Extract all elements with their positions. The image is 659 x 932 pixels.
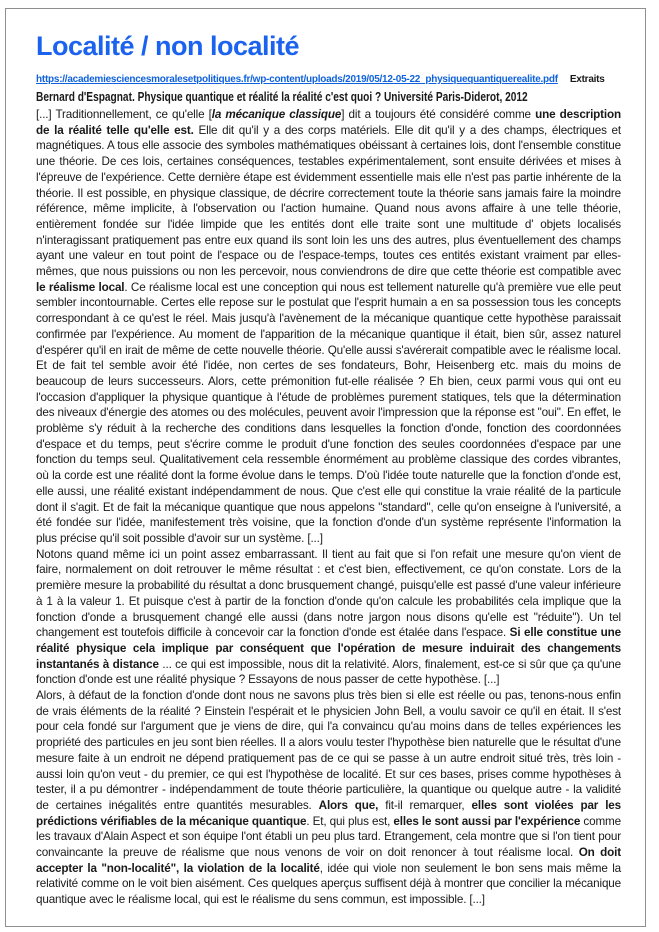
- text-run: . Et, qui plus est,: [306, 814, 394, 828]
- text-run: , idée qui viole non seulement le bon sens mais même la relativité comme on le voit bien aisément. Ces quelques aperçus suffisent déjà à montrer que concilier la mécanique quantique avec le réalisme local, qui est le réalisme du sens commun, est impossible. [...]: [36, 861, 621, 907]
- byline-author-title: Bernard d'Espagnat. Physique quantique et réalité la réalité c'est quoi ?: [36, 89, 382, 104]
- text-run: comme les travaux d'Alain Aspect et son équipe l'ont établi un peu plus tard. Etrangement, cela montre que si l'on tient pour convaincante la preuve de réalisme que nous venons de voir on doit renoncer à tout réalisme local.: [36, 814, 621, 860]
- source-line: [36, 74, 621, 85]
- text-run: elles le sont aussi par l'expérience: [393, 814, 581, 828]
- paragraph: [36, 107, 621, 547]
- text-run: Alors, à défaut de la fonction d'onde dont nous ne savons plus très bien si elle est réelle ou pas, tenons-nous enfin de vrais éléments de la réalité ? Einstein l'espérait et le physicien John Bell, a voulu savoir ce qu'il en était. Il s'est pour cela fondé sur l'argument que je viens de dire, qui l'a convaincu qu'au moins dans de telles expériences les propriété des particules en jeu sont bien réelles. Il a alors voulu tester l'hypothèse bien naturelle que le résultat d'une mesure faite à un endroit ne dépend pratiquement pas de ce qui se passe à un autre endroit situé très, très loin - aussi loin qu'on veut - du premier, ce qui est l'hypothèse de localité. Et sur ces bases, prises comme hypothèses à tester, il a pu démontrer - indépendamment de toute théorie particulière, la quantique ou quelque autre - la validité de certaines inégalités entre quantités mesurables.: [36, 689, 621, 812]
- paragraph: [36, 547, 621, 688]
- text-run: la mécanique classique: [211, 108, 342, 121]
- pdf-source-link[interactable]: https://academiesciencesmoralesetpolitiques.fr/wp-content/uploads/2019/05/12-05-22_physiquequantiquerealite.pdf: [36, 74, 558, 85]
- byline: [36, 89, 528, 104]
- text-run: Elle dit qu'il y a des corps matériels. Elle dit qu'il y a des champs, électriques et magnétiques. A tous elle associe des symboles mathématiques obéissant à certaines lois, dont l'ensemble constitue une théorie. De ces lois, certaines conséquences, testables expérimentalement, sont ensuite dérivées et mises à l'épreuve de l'expérience. Cette dernière étape est évidemment essentielle mais elle n'est pas partie inhérente de la théorie. Il est possible, en physique classique, de décrire correctement toute la théorie sans jamais faire la moindre référence, même implicite, à l'observation ou l'action humaine. Quand nous avons affaire à une telle théorie, entièrement fondée sur l'idée limpide que les entités dont elle traite sont une multitude d' objets localisés n'interagissant pratiquement pas entre eux quand ils sont loin les uns des autres, plus éventuellement des champs ayant une valeur en tout point de l'espace ou de l'espace-temps, toutes ces entités existant vraiment par elles-mêmes, que nous puissions ou non les percevoir, nous conviendrons de dire que cette théorie est compatible avec: [36, 123, 621, 279]
- text-run: Notons quand même ici un point assez embarrassant. Il tient au fait que si l'on refait une mesure qu'on vient de faire, normalement on doit retrouver le même résultat : et c'est bien, effectivement, ce qu'on constate. Lors de la première mesure la probabilité du résultat a donc brusquement changé, puisqu'elle est passé d'une valeur inférieure à 1 à la valeur 1. Et puisque c'est à partir de la fonction d'onde qu'on calcule les probabilités cela implique que la fonction d'onde a brusquement changé elle aussi (dans notre jargon nous disons qu'elle est "réduite"). Un tel changement est toutefois difficile à concevoir car la fonction d'onde est étalée dans l'espace.: [36, 547, 621, 640]
- document-body: [36, 107, 621, 908]
- text-run: Alors que,: [318, 798, 379, 812]
- extraits-label: Extraits: [569, 74, 605, 85]
- text-run: On doit accepter la "non-localité", la violation de la localité: [36, 846, 621, 875]
- document-page: [5, 8, 646, 927]
- paragraph: [36, 688, 621, 908]
- text-run: une description de la réalité telle qu'elle est.: [36, 108, 621, 137]
- text-run: fit-il remarquer,: [378, 798, 472, 812]
- text-run: [...] Traditionnellement, ce qu'elle [: [36, 108, 212, 121]
- byline-institution-year: Université Paris-Diderot, 2012: [381, 89, 528, 104]
- text-run: elles sont violées par les prédictions vérifiables de la mécanique quantique: [36, 798, 621, 828]
- text-run: le réalisme local: [36, 280, 125, 294]
- text-run: Si elle constitue une réalité physique cela implique par conséquent que l'opération de mesure induirait des changements instantanés à distance: [36, 626, 622, 671]
- text-run: ... ce qui est impossible, nous dit la relativité. Alors, finalement, est-ce si sûr que ça qu'une fonction d'onde est une réalité physique ? Essayons de nous passer de cette hypothèse. [...]: [36, 657, 622, 687]
- page-title: Localité / non localité: [36, 31, 300, 61]
- text-run: ] dit a toujours été considéré comme: [341, 108, 536, 121]
- text-run: . Ce réalisme local est une conception qui nous est tellement naturelle qu'à première vue elle peut sembler incontournable. Certes elle repose sur le postulat que l'esprit humain a en sa possession tous les concepts correspondant à ce qu'est le réel. Mais jusqu'à l'avènement de la mécanique quantique cette hypothèse paraissait confirmée par l'expérience. Au moment de l'apparition de la mécanique quantique il était, bien sûr, assez naturel d'espérer qu'il en irait de même de cette nouvelle théorie. Qu'elle aussi s'avérerait compatible avec le réalisme local. Et de fait tel semble avoir été l'idée, non certes de ses fondateurs, Bohr, Heisenberg etc. mais du moins de beaucoup de leurs successeurs. Alors, cette prémonition fut-elle réalisée ? Eh bien, ceux parmi vous qui ont eu l'occasion d'appliquer la physique quantique à l'étude de problèmes purement statiques, tels que la détermination des niveaux d'énergie des atomes ou des molécules, peuvent avoir l'impression que la réponse est "oui". En effet, le problème s'y réduit à la recherche des conditions dans lesquelles la fonction d'onde, fonction des coordonnées d'espace et du temps, peut s'écrire comme le produit d'une fonction des seules coordonnées d'espace par une fonction du temps seul. Qualitativement cela ressemble énormément au problème classique des cordes vibrantes, où la corde est une réalité dont la forme évolue dans le temps. D'où l'idée toute naturelle que la fonction d'onde est, elle aussi, une réalité existant indépendamment de nous. Que c'est elle qui constitue la vraie réalité de la particule dont il s'agit. Et de fait la mécanique quantique que nous appelons "standard", celle qu'on enseigne à l'université, a été fondée sur l'idée, manifestement très voisine, que la fonction d'onde d'un système représente l'information la plus précise qu'il soit possible d'avoir sur un système. [...]: [36, 280, 621, 545]
